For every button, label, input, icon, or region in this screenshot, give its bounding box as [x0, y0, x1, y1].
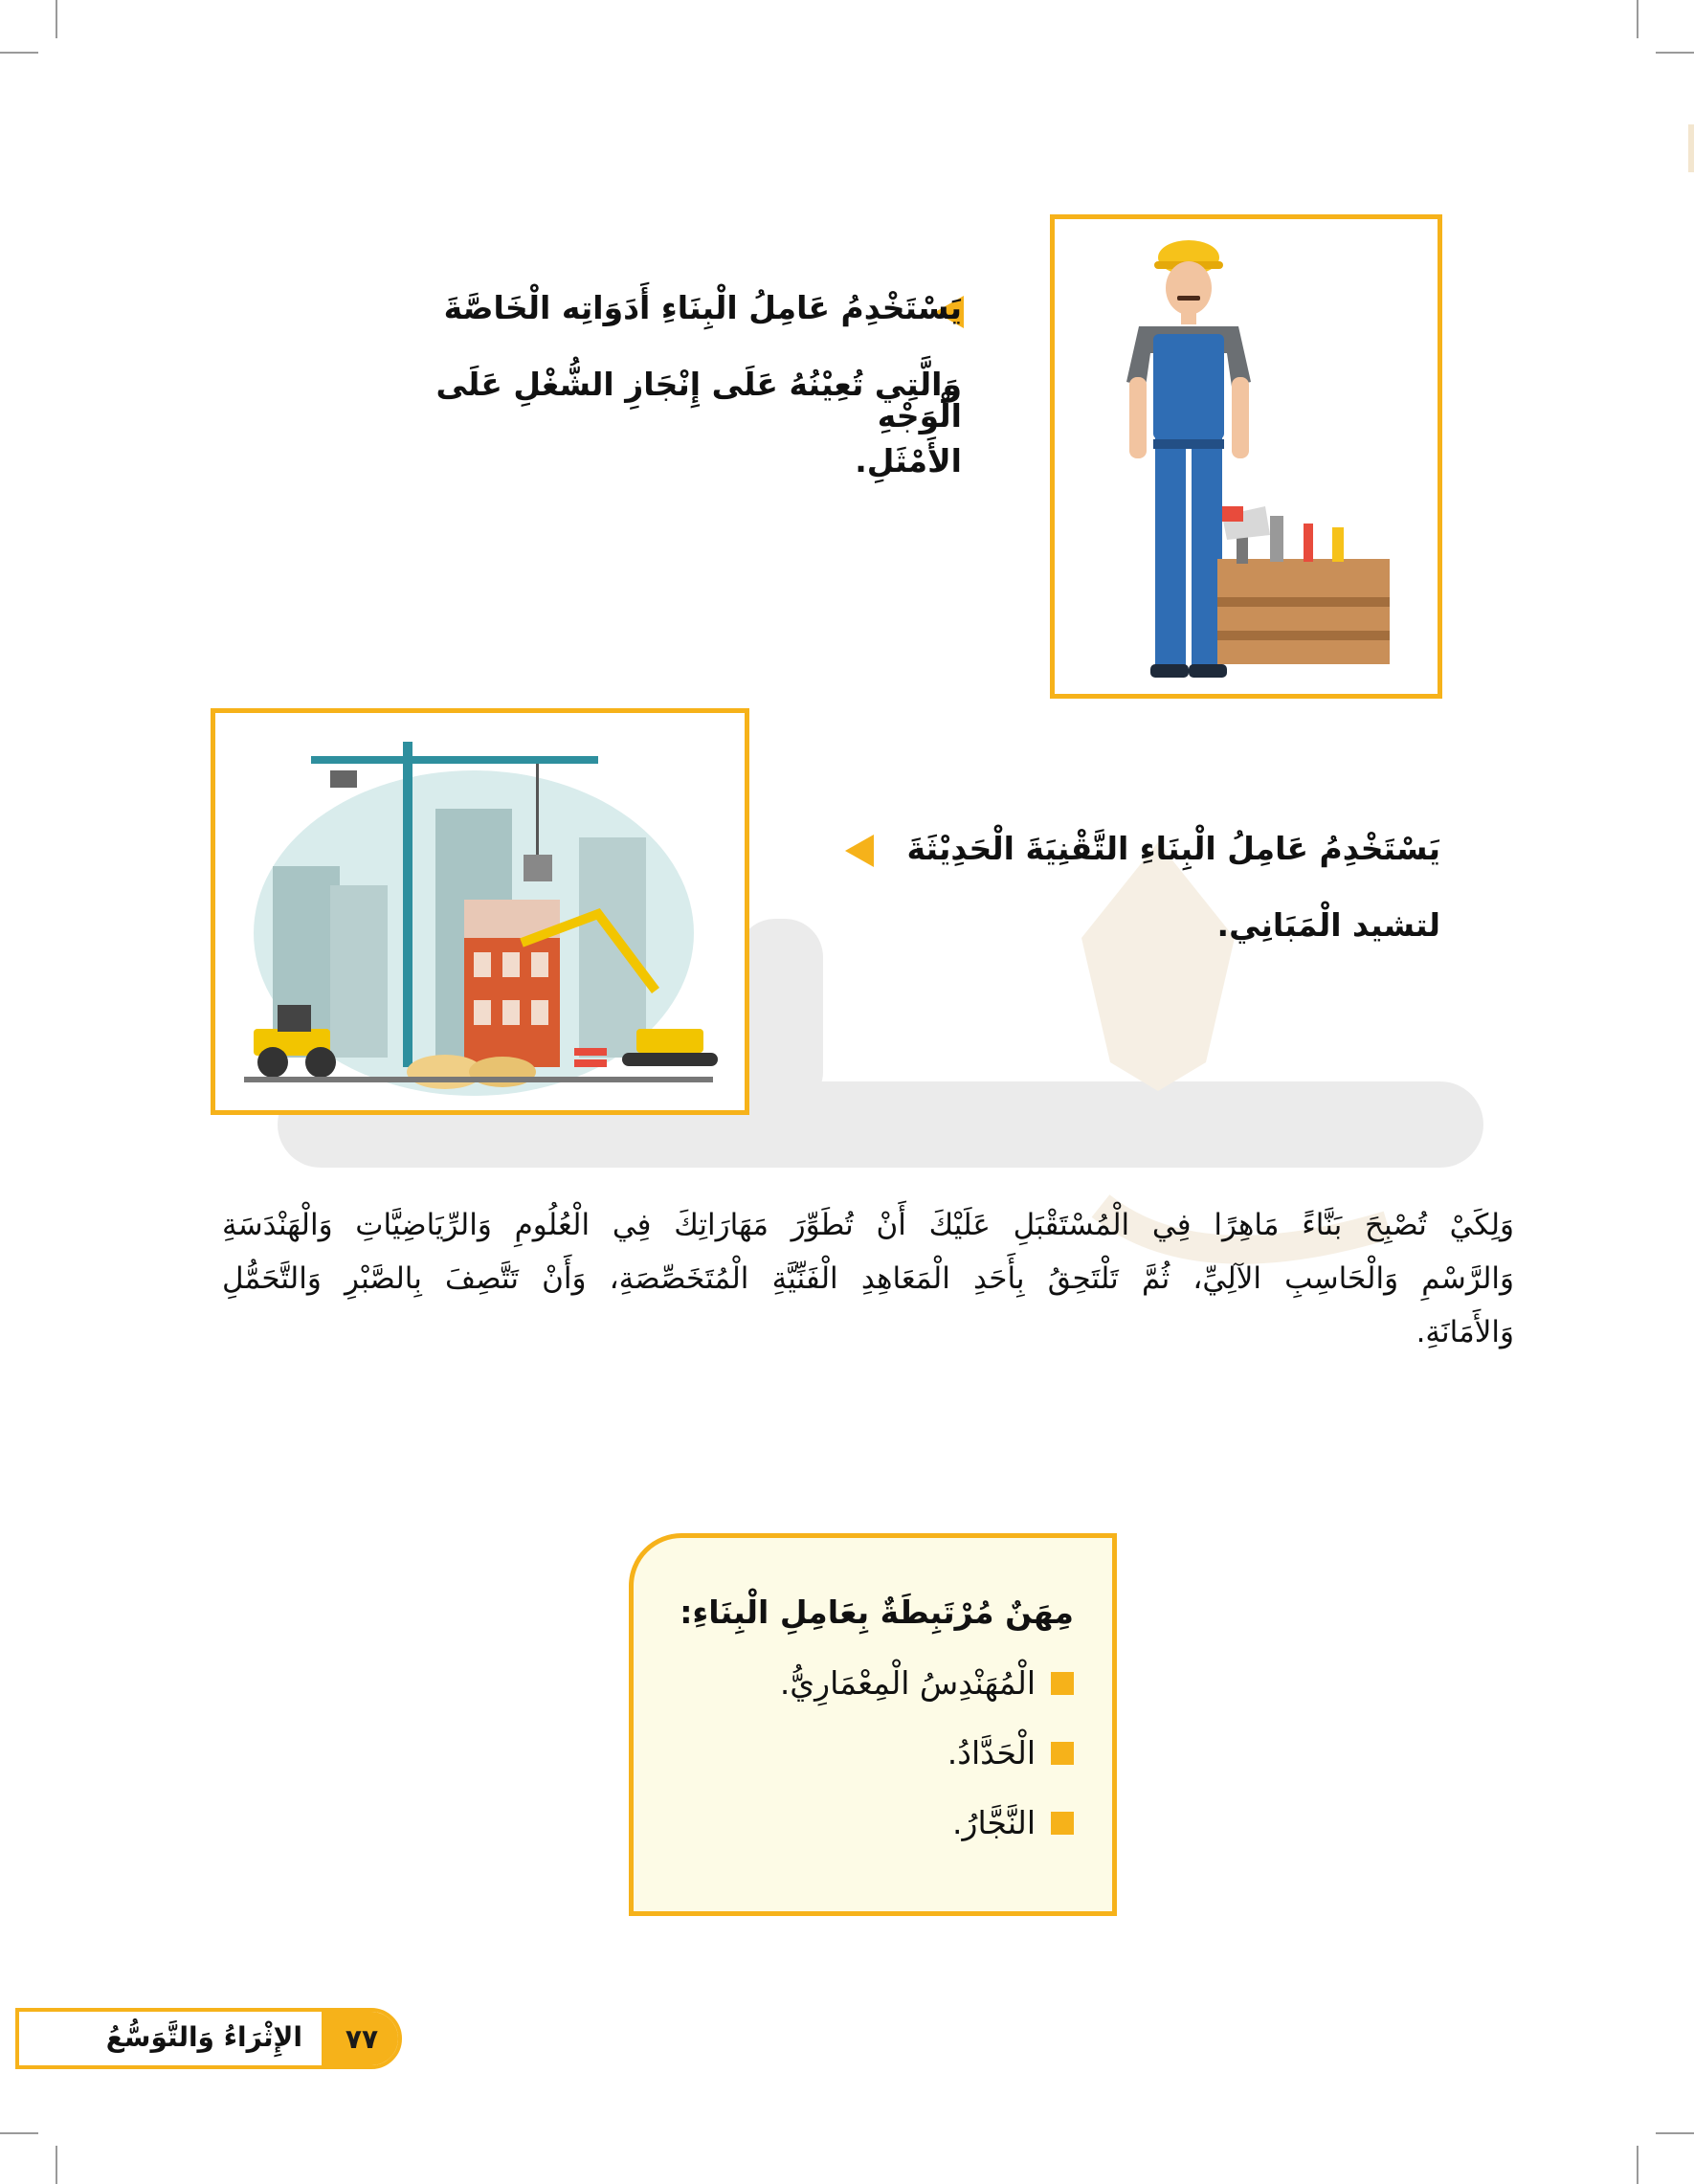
- worker-with-toolbox-illustration: [1055, 219, 1438, 694]
- construction-site-illustration: [215, 713, 745, 1110]
- related-careers-box: [629, 1533, 1117, 1916]
- section1-line: الأَمْثَلِ.: [855, 442, 962, 479]
- footer-divider: [322, 2012, 325, 2065]
- square-bullet-icon: [1051, 1812, 1074, 1835]
- page-footer: [15, 2008, 402, 2069]
- section2-text: [866, 830, 1440, 986]
- page-number: ٧٧: [325, 2012, 398, 2065]
- worker-image-frame: [1050, 214, 1442, 699]
- list-item: [780, 1664, 1074, 1702]
- career-item: الْحَدَّادُ.: [947, 1734, 1036, 1772]
- list-item: [952, 1804, 1074, 1841]
- section2-line: لتشيد الْمَبَانِي.: [1216, 906, 1440, 944]
- career-item: النَّجَّارُ.: [952, 1804, 1036, 1841]
- paragraph-line: وَلِكَيْ تُصْبِحَ بَنَّاءً مَاهِرًا فِي الْمُسْتَقْبَلِ عَلَيْكَ أَنْ تُطَوِّرَ مَهَارَاتِكَ فِي الْعُلُومِ وَالرِّيَاضِيَّاتِ وَالْهَنْدَسَةِ: [222, 1208, 1514, 1242]
- related-careers-title: مِهَنٌ مُرْتَبِطَةٌ بِعَامِلِ الْبِنَاءِ:: [680, 1593, 1074, 1631]
- construction-image-frame: [211, 708, 749, 1115]
- crop-mark: [0, 52, 38, 54]
- crop-mark: [0, 2132, 38, 2134]
- body-paragraph: [222, 1208, 1514, 1369]
- crop-mark: [1637, 2146, 1638, 2184]
- square-bullet-icon: [1051, 1742, 1074, 1765]
- section1-line: يَسْتَخْدِمُ عَامِلُ الْبِنَاءِ أَدَوَاتِه الْخَاصَّةَ: [443, 289, 962, 326]
- crop-mark: [56, 2146, 57, 2184]
- section2-line: يَسْتَخْدِمُ عَامِلُ الْبِنَاءِ التَّقْنِيَةَ الْحَدِيْثَةَ: [906, 830, 1440, 867]
- crop-mark: [1656, 52, 1694, 54]
- section1-text: [388, 289, 962, 522]
- section1-line: وَالَّتِي تُعِيْنُهُ عَلَى إِنْجَازِ الشُّغْلِ عَلَى الْوَجْهِ: [435, 366, 962, 435]
- paragraph-line: وَالأَمَانَةِ.: [1415, 1315, 1514, 1349]
- list-item: [947, 1734, 1074, 1772]
- footer-section-label: الإِثْرَاءُ وَالتَّوَسُّعُ: [105, 2021, 302, 2053]
- career-item: الْمُهَنْدِسُ الْمِعْمَارِيُّ.: [779, 1664, 1036, 1702]
- crop-mark: [1637, 0, 1638, 38]
- side-strip: [1688, 124, 1694, 172]
- square-bullet-icon: [1051, 1672, 1074, 1695]
- crop-mark: [1656, 2132, 1694, 2134]
- paragraph-line: وَالرَّسْمِ وَالْحَاسِبِ الآلِيِّ، ثُمَّ تَلْتَحِقُ بِأَحَدِ الْمَعَاهِدِ الْفَنِّيَّةِ الْمُتَخَصِّصَةِ، وَأَنْ تَتَّصِفَ بِالصَّبْرِ وَالتَّحَمُّلِ: [222, 1261, 1514, 1296]
- crop-mark: [56, 0, 57, 38]
